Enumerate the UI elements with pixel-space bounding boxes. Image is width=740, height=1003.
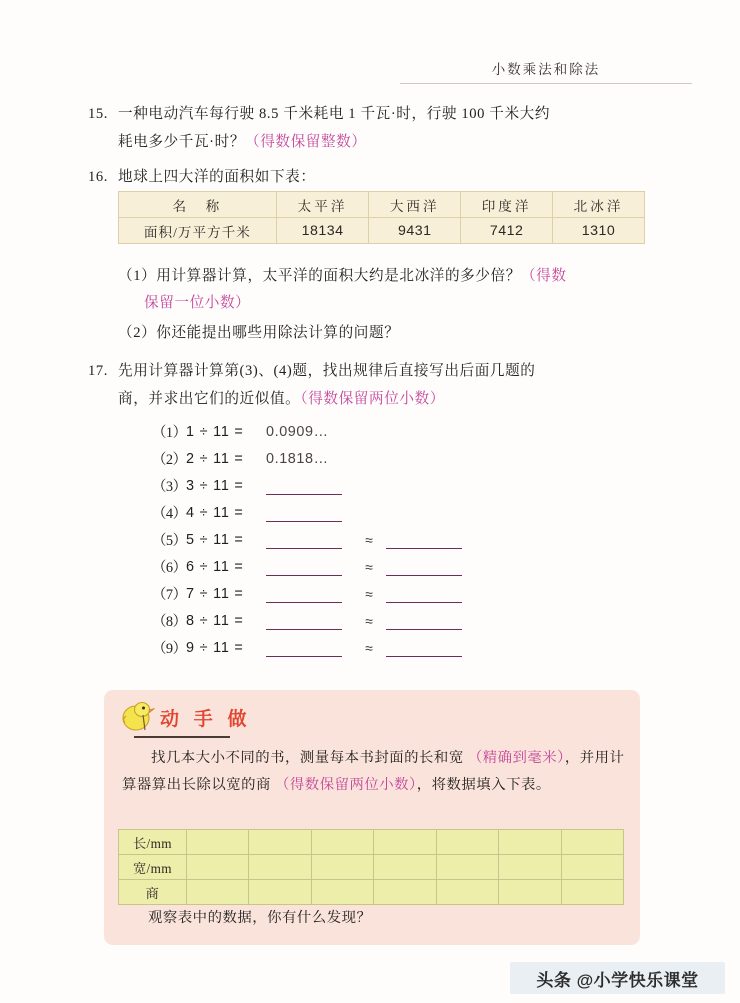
division-expression: 8 ÷ 11 = xyxy=(186,612,244,629)
activity-title: 动 手 做 xyxy=(160,708,252,730)
division-index: （6） xyxy=(152,560,187,576)
answer-blank[interactable] xyxy=(266,504,342,522)
division-index: （9） xyxy=(152,641,187,657)
list-item xyxy=(152,472,462,499)
approx-sign: ≈ xyxy=(365,558,373,575)
problem-15-line2-text: 耗电多少千瓦·时？ xyxy=(118,134,246,150)
problem-15 xyxy=(88,100,654,156)
problem-16-number: 16. xyxy=(88,169,109,185)
problem-16-subquestion-2 xyxy=(118,320,648,347)
measure-cell[interactable] xyxy=(436,830,498,855)
division-index: （4） xyxy=(152,506,187,522)
approx-blank[interactable] xyxy=(386,531,462,549)
activity-note-2: （得数保留两位小数） xyxy=(275,777,417,793)
list-item xyxy=(152,607,462,634)
ocean-row-label: 面积/万平方千米 xyxy=(119,218,277,244)
problem-15-body xyxy=(118,100,654,156)
approx-blank[interactable] xyxy=(386,558,462,576)
ocean-header-indian: 印度洋 xyxy=(461,192,553,218)
division-expression: 4 ÷ 11 = xyxy=(186,504,244,521)
approx-blank[interactable] xyxy=(386,585,462,603)
problem-15-note: （得数保留整数） xyxy=(245,134,367,150)
measure-label-quotient: 商 xyxy=(119,880,187,905)
subquestion-1-line1 xyxy=(118,263,648,290)
problem-17-line2-text: 商，并求出它们的近似值。 xyxy=(118,391,301,407)
measure-cell[interactable] xyxy=(374,830,436,855)
problem-17-line2 xyxy=(118,385,654,413)
measure-cell[interactable] xyxy=(374,880,436,905)
ocean-header-atlantic: 大西洋 xyxy=(369,192,461,218)
ocean-value-indian: 7412 xyxy=(461,218,553,244)
problem-15-line1: 一种电动汽车每行驶 8.5 千米耗电 1 千瓦·时，行驶 100 千米大约 xyxy=(118,106,551,122)
problem-16-subquestion-1 xyxy=(118,263,648,317)
measure-cell[interactable] xyxy=(311,830,373,855)
division-expression: 5 ÷ 11 = xyxy=(186,531,244,548)
division-expression: 2 ÷ 11 = xyxy=(186,450,244,467)
measure-cell[interactable] xyxy=(186,830,248,855)
ocean-value-arctic: 1310 xyxy=(553,218,645,244)
answer-blank[interactable] xyxy=(266,558,342,576)
list-item xyxy=(152,553,462,580)
division-list xyxy=(152,418,462,661)
measure-cell[interactable] xyxy=(249,830,311,855)
ocean-header-pacific: 太平洋 xyxy=(276,192,368,218)
measure-cell[interactable] xyxy=(561,830,624,855)
division-expression: 1 ÷ 11 = xyxy=(186,423,244,440)
watermark-text: 头条 @小学快乐课堂 xyxy=(536,970,699,990)
measure-cell[interactable] xyxy=(374,855,436,880)
list-item xyxy=(152,418,462,445)
measure-cell[interactable] xyxy=(499,880,561,905)
measure-cell[interactable] xyxy=(499,830,561,855)
table-row-header xyxy=(119,192,645,218)
ocean-areas-table xyxy=(118,191,645,244)
division-index: （2） xyxy=(152,452,187,468)
division-expression: 9 ÷ 11 = xyxy=(186,639,244,656)
division-index: （1） xyxy=(152,425,187,441)
measure-cell[interactable] xyxy=(436,855,498,880)
list-item xyxy=(152,634,462,661)
problem-15-number: 15. xyxy=(88,106,109,122)
running-head-title: 小数乘法和除法 xyxy=(491,62,601,77)
activity-header xyxy=(120,698,252,736)
subquestion-1-text: （1）用计算器计算，太平洋的面积大约是北冰洋的多少倍？ xyxy=(118,268,521,284)
measure-cell[interactable] xyxy=(186,880,248,905)
list-item xyxy=(152,580,462,607)
measure-cell[interactable] xyxy=(249,855,311,880)
division-value: 0.1818… xyxy=(266,450,329,467)
division-expression: 3 ÷ 11 = xyxy=(186,477,244,494)
running-head-rule xyxy=(400,83,692,84)
problem-17-body xyxy=(118,357,654,413)
table-row xyxy=(119,855,624,880)
running-head xyxy=(400,58,692,84)
approx-sign: ≈ xyxy=(365,531,373,548)
measure-cell[interactable] xyxy=(249,880,311,905)
activity-text-part2: ，并用计算器算出长除以宽的商 xyxy=(122,750,625,793)
division-index: （5） xyxy=(152,533,187,549)
table-row-area xyxy=(119,218,645,244)
ocean-value-atlantic: 9431 xyxy=(369,218,461,244)
activity-question: 观察表中的数据，你有什么发现？ xyxy=(148,910,372,926)
measure-cell[interactable] xyxy=(561,880,624,905)
ocean-header-name: 名 称 xyxy=(119,192,277,218)
answer-blank[interactable] xyxy=(266,612,342,630)
measure-cell[interactable] xyxy=(499,855,561,880)
approx-sign: ≈ xyxy=(365,612,373,629)
division-value: 0.0909… xyxy=(266,423,329,440)
problem-17-number: 17. xyxy=(88,363,109,379)
activity-title-underline xyxy=(134,736,230,738)
list-item xyxy=(152,526,462,553)
division-expression: 7 ÷ 11 = xyxy=(186,585,244,602)
activity-text-part1: 找几本大小不同的书，测量每本书封面的长和宽 xyxy=(151,750,468,766)
measure-cell[interactable] xyxy=(186,855,248,880)
subquestion-1-note-b: 保留一位小数） xyxy=(144,295,251,311)
measure-cell[interactable] xyxy=(311,880,373,905)
activity-box xyxy=(104,690,640,945)
ocean-value-pacific: 18134 xyxy=(276,218,368,244)
measure-label-length: 长/mm xyxy=(119,830,187,855)
division-index: （3） xyxy=(152,479,187,495)
approx-sign: ≈ xyxy=(365,585,373,602)
approx-blank[interactable] xyxy=(386,639,462,657)
chick-icon xyxy=(120,698,158,736)
activity-text-part3: ，将数据填入下表。 xyxy=(416,777,551,793)
division-expression: 6 ÷ 11 = xyxy=(186,558,244,575)
table-row xyxy=(119,830,624,855)
approx-blank[interactable] xyxy=(386,612,462,630)
answer-blank[interactable] xyxy=(266,639,342,657)
list-item xyxy=(152,445,462,472)
measure-label-width: 宽/mm xyxy=(119,855,187,880)
measure-cell[interactable] xyxy=(561,855,624,880)
table-row xyxy=(119,880,624,905)
problem-17 xyxy=(88,357,654,413)
problem-16-line1: 地球上四大洋的面积如下表： xyxy=(118,169,316,185)
measure-cell[interactable] xyxy=(311,855,373,880)
measurement-table xyxy=(118,829,624,905)
division-index: （8） xyxy=(152,614,187,630)
ocean-header-arctic: 北冰洋 xyxy=(553,192,645,218)
watermark-banner xyxy=(510,962,725,994)
problem-17-line1: 先用计算器计算第(3)、(4)题，找出规律后直接写出后面几题的 xyxy=(118,363,536,379)
answer-blank[interactable] xyxy=(266,585,342,603)
subquestion-1-note-a: （得数 xyxy=(520,268,567,284)
problem-16-body xyxy=(118,163,654,191)
problem-17-note: （得数保留两位小数） xyxy=(300,391,445,407)
problem-16 xyxy=(88,163,654,191)
list-item xyxy=(152,499,462,526)
subquestion-2-text: （2）你还能提出哪些用除法计算的问题？ xyxy=(118,325,400,341)
answer-blank[interactable] xyxy=(266,531,342,549)
measure-cell[interactable] xyxy=(436,880,498,905)
activity-instructions xyxy=(122,745,626,799)
activity-note-1: （精确到毫米） xyxy=(467,750,565,766)
problem-15-line2 xyxy=(118,128,654,156)
approx-sign: ≈ xyxy=(365,639,373,656)
answer-blank[interactable] xyxy=(266,477,342,495)
division-index: （7） xyxy=(152,587,187,603)
